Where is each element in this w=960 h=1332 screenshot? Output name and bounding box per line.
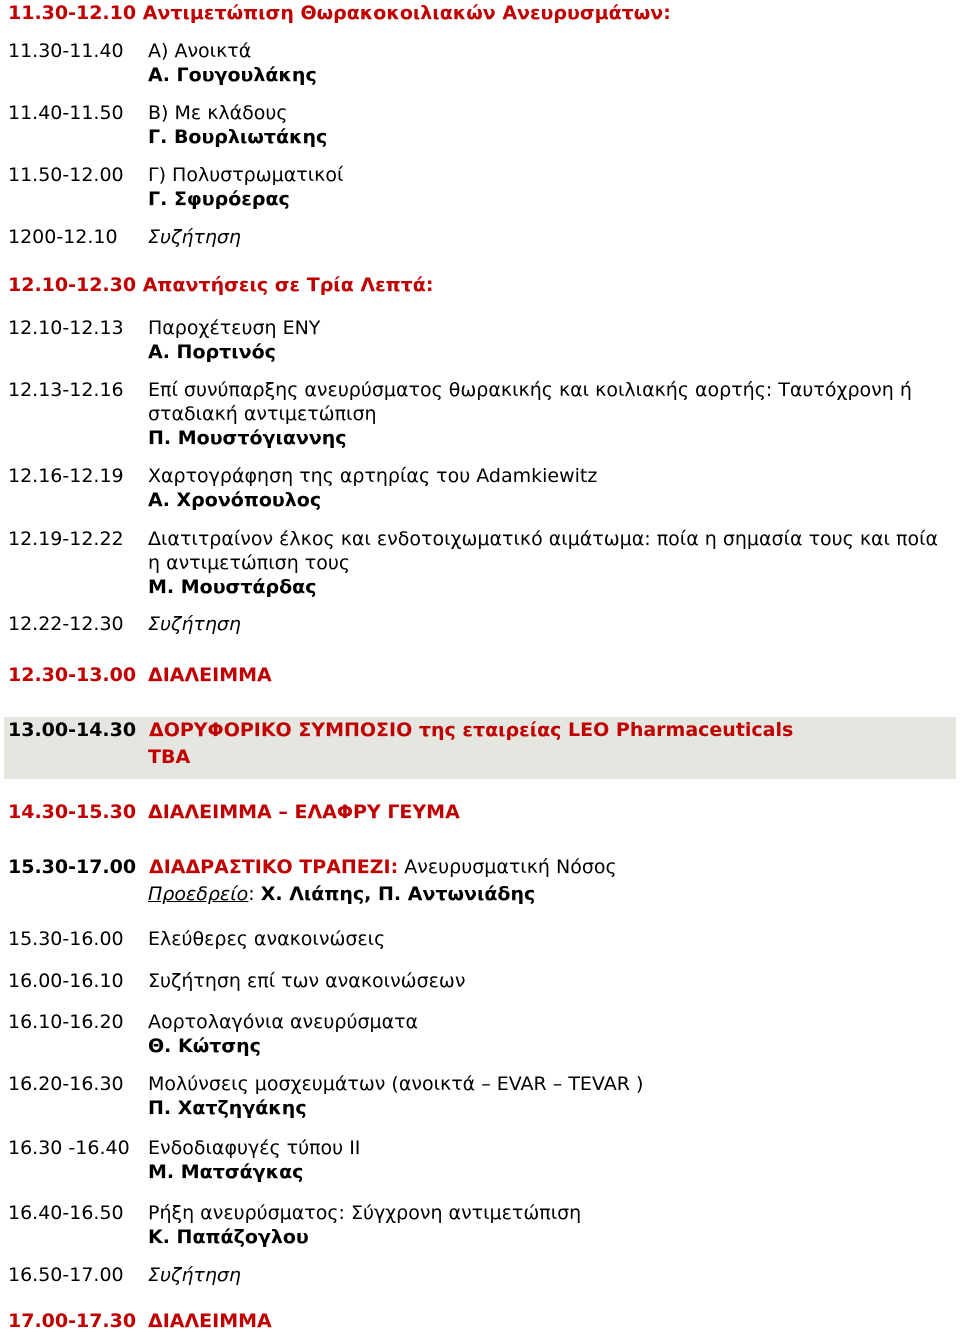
item-speaker: Π. Χατζηγάκης bbox=[148, 1097, 307, 1119]
discussion-label: Συζήτηση bbox=[148, 226, 241, 248]
item-title-line2: σταδιακή αντιμετώπιση bbox=[148, 403, 377, 425]
item-time: 16.10-16.20 bbox=[8, 1011, 124, 1033]
presidium-names: Χ. Λιάπης, Π. Αντωνιάδης bbox=[260, 883, 536, 905]
presidium-label: Προεδρείο bbox=[148, 883, 249, 905]
symposium-sub: TBA bbox=[148, 746, 191, 768]
item-title: Χαρτογράφηση της αρτηρίας του Adamkiewitz bbox=[148, 465, 598, 487]
discussion-time: 16.50-17.00 bbox=[8, 1264, 124, 1286]
item-time: 11.40-11.50 bbox=[8, 102, 124, 124]
discussion-time: 12.22-12.30 bbox=[8, 613, 124, 635]
discussion-time: 1200-12.10 bbox=[8, 226, 118, 248]
item-time: 12.19-12.22 bbox=[8, 528, 124, 550]
item-title: Παροχέτευση ΕΝΥ bbox=[148, 317, 321, 339]
session-time: 12.10-12.30 bbox=[8, 274, 137, 296]
session-time: 11.30-12.10 bbox=[8, 2, 137, 24]
item-time: 15.30-16.00 bbox=[8, 928, 124, 950]
item-time: 12.16-12.19 bbox=[8, 465, 124, 487]
session-time: 15.30-17.00 bbox=[8, 856, 137, 878]
item-title: Γ) Πολυστρωματικοί bbox=[148, 164, 344, 186]
break-time: 17.00-17.30 bbox=[8, 1310, 137, 1332]
break-lunch-time-slot bbox=[8, 664, 136, 686]
session-title: Απαντήσεις σε Τρία Λεπτά: bbox=[142, 274, 434, 296]
item-title: Β) Με κλάδους bbox=[148, 102, 288, 124]
symposium-title: ΔΟΡΥΦΟΡΙΚΟ ΣΥΜΠΟΣΙΟ της εταιρείας LEO Pharmaceuticals bbox=[149, 719, 794, 741]
item-title-line1: Επί συνύπαρξης ανευρύσματος θωρακικής και κοιλιακής αορτής: Ταυτόχρονη ή bbox=[148, 379, 912, 401]
item-time: 12.10-12.13 bbox=[8, 317, 124, 339]
item-time: 12.13-12.16 bbox=[8, 379, 124, 401]
item-time: 16.20-16.30 bbox=[8, 1073, 124, 1095]
item-speaker: Α. Χρονόπουλος bbox=[148, 489, 322, 511]
session-topic: Ανευρυσματική Νόσος bbox=[404, 856, 617, 878]
item-speaker: Α. Πορτινός bbox=[148, 341, 276, 363]
session-title: Αντιμετώπιση Θωρακοκοιλιακών Ανευρυσμάτων: bbox=[142, 2, 671, 24]
break-time: 14.30-15.30 bbox=[8, 801, 137, 823]
item-speaker: Γ. Βουρλιωτάκης bbox=[148, 126, 328, 148]
break-time: 12.30-13.00 bbox=[8, 664, 137, 686]
item-time: 16.40-16.50 bbox=[8, 1202, 124, 1224]
session-header-interactive-table bbox=[149, 856, 617, 878]
item-title: Συζήτηση επί των ανακοινώσεων bbox=[148, 970, 466, 992]
discussion-label: Συζήτηση bbox=[148, 1264, 241, 1286]
break-label: ΔΙΑΛΕΙΜΜΑ bbox=[148, 664, 272, 686]
break-label: ΔΙΑΛΕΙΜΜΑ – ΕΛΑΦΡΥ ΓΕΥΜΑ bbox=[148, 801, 460, 823]
item-speaker: Π. Μουστόγιαννης bbox=[148, 427, 347, 449]
symposium-time: 13.00-14.30 bbox=[8, 719, 137, 741]
item-time: 11.50-12.00 bbox=[8, 164, 124, 186]
session-title: ΔΙΑΔΡΑΣΤΙΚΟ ΤΡΑΠΕΖΙ: bbox=[149, 856, 399, 878]
item-title: Α) Ανοικτά bbox=[148, 40, 252, 62]
item-speaker: Γ. Σφυρόερας bbox=[148, 188, 290, 210]
item-speaker: Α. Γουγουλάκης bbox=[148, 64, 317, 86]
item-title: Ενδοδιαφυγές τύπου ΙΙ bbox=[148, 1137, 361, 1159]
discussion-label: Συζήτηση bbox=[148, 613, 241, 635]
break-label: ΔΙΑΛΕΙΜΜΑ bbox=[148, 1310, 272, 1332]
item-title: Αορτολαγόνια ανευρύσματα bbox=[148, 1011, 419, 1033]
item-time: 16.30 -16.40 bbox=[8, 1137, 130, 1159]
item-title-line1: Διατιτραίνον έλκος και ενδοτοιχωματικό αιμάτωμα: ποία η σημασία τους και ποία bbox=[148, 528, 939, 550]
item-title: Ρήξη ανευρύσματος: Σύγχρονη αντιμετώπιση bbox=[148, 1202, 582, 1224]
session-header-three-minute-answers bbox=[8, 274, 433, 296]
presidium-sep: : bbox=[248, 883, 255, 905]
item-time: 16.00-16.10 bbox=[8, 970, 124, 992]
item-title-line2: η αντιμετώπιση τους bbox=[148, 552, 350, 574]
presidium bbox=[148, 883, 535, 905]
session-header-thoracoabdominal bbox=[8, 2, 671, 24]
item-title: Ελεύθερες ανακοινώσεις bbox=[148, 928, 386, 950]
item-title: Μολύνσεις μοσχευμάτων (ανοικτά – EVAR – TEVAR ) bbox=[148, 1073, 644, 1095]
item-speaker: Μ. Ματσάγκας bbox=[148, 1161, 304, 1183]
item-speaker: Κ. Παπάζογλου bbox=[148, 1226, 309, 1248]
item-speaker: Μ. Μουστάρδας bbox=[148, 576, 317, 598]
item-speaker: Θ. Κώτσης bbox=[148, 1035, 261, 1057]
item-time: 11.30-11.40 bbox=[8, 40, 124, 62]
